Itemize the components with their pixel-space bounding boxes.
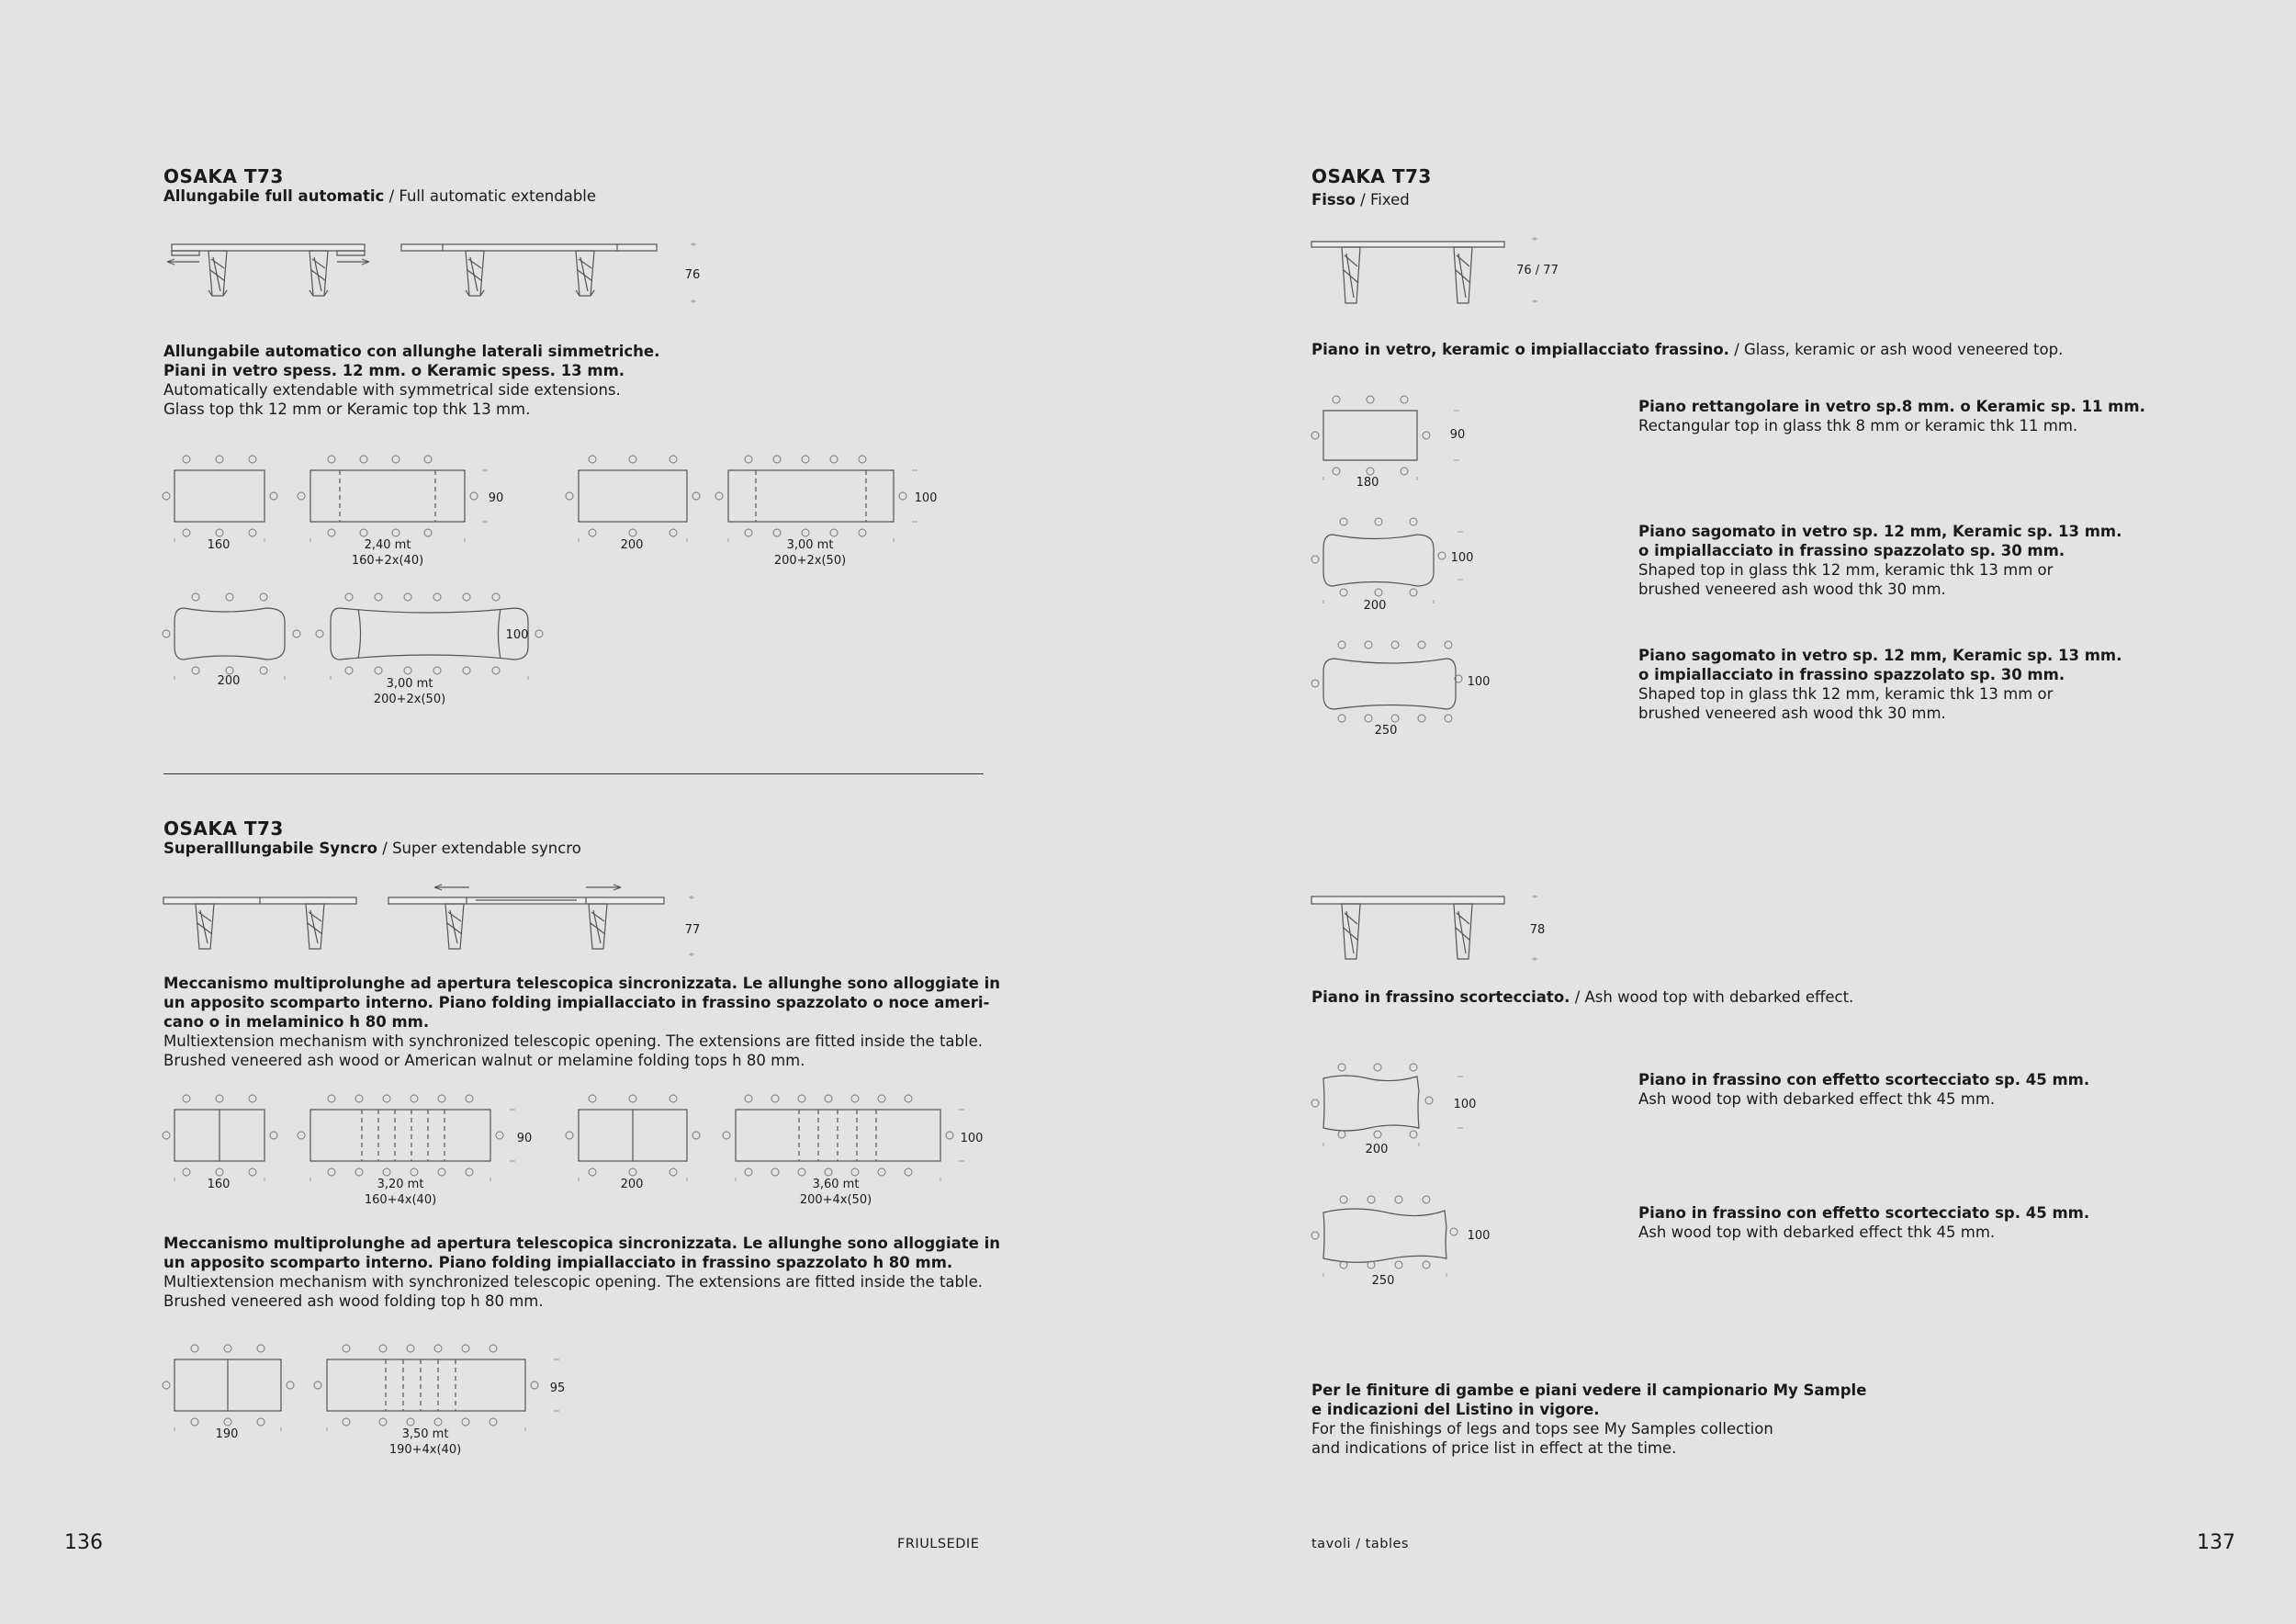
section-subtitle: Allungabile full automatic / Full automatic extendable <box>163 187 597 205</box>
desc-en: Brushed veneered ash wood or American walnut or melamine folding tops h 80 mm. <box>163 1052 805 1069</box>
height-label: 78 <box>1529 923 1546 937</box>
section-subtitle: Superalllungabile Syncro / Super extendable syncro <box>163 840 581 857</box>
desc-it: cano o in melaminico h 80 mm. <box>163 1013 430 1031</box>
item-desc-en: Rectangular top in glass thk 8 mm or keramic thk 11 mm. <box>1638 417 2078 434</box>
dim-label: 160+4x(40) <box>364 1193 437 1207</box>
width-label: 100 <box>1467 1229 1491 1243</box>
item-desc-en: Shaped top in glass thk 12 mm, keramic thk 13 mm or <box>1638 561 2054 579</box>
item-desc-it: Piano in frassino con effetto scortecciato sp. 45 mm. <box>1638 1071 2090 1088</box>
dim-label: 200+2x(50) <box>773 554 847 568</box>
width-label: 100 <box>1450 551 1474 565</box>
section-subtitle: Fisso / Fixed <box>1311 191 1410 209</box>
width-label: 90 <box>488 491 504 505</box>
width-label: 95 <box>549 1382 566 1395</box>
desc-it: un apposito scomparto interno. Piano folding impiallacciato in frassino spazzolato h 80 mm. <box>163 1254 953 1271</box>
section-title: OSAKA T73 <box>163 818 284 840</box>
width-label: 100 <box>1453 1098 1477 1111</box>
dim-label: 250 <box>1371 1274 1395 1288</box>
width-label: 100 <box>1467 675 1491 689</box>
top-description: Piano in frassino scortecciato. / Ash wood top with debarked effect. <box>1311 988 1854 1006</box>
dim-label: 160+2x(40) <box>351 554 424 568</box>
dim-label: 180 <box>1356 476 1379 490</box>
desc-en: Automatically extendable with symmetrical side extensions. <box>163 381 621 399</box>
dim-label: 200+4x(50) <box>799 1193 872 1207</box>
dim-label: 190+4x(40) <box>388 1443 462 1457</box>
finishing-note-it: e indicazioni del Listino in vigore. <box>1311 1401 1600 1418</box>
desc-it: Meccanismo multiprolunghe ad apertura telescopica sincronizzata. Le allunghe sono alloggiate in <box>163 975 1001 992</box>
table-elevation-drawing <box>163 877 715 960</box>
category-footer: tavoli / tables <box>1311 1537 1409 1551</box>
section-title: OSAKA T73 <box>1311 165 1432 187</box>
item-desc-it: Piano sagomato in vetro sp. 12 mm, Keramic sp. 13 mm. <box>1638 523 2122 540</box>
section-divider <box>163 773 984 774</box>
dim-label: 190 <box>215 1427 239 1441</box>
dim-label: 160 <box>207 1178 231 1191</box>
table-elevation-drawing <box>167 241 709 312</box>
width-label: 100 <box>960 1132 984 1145</box>
dim-label: 160 <box>207 538 231 552</box>
desc-it: Piani in vetro spess. 12 mm. o Keramic spess. 13 mm. <box>163 362 625 379</box>
table-plans-row1 <box>161 450 969 551</box>
item-desc-en: Ash wood top with debarked effect thk 45 mm. <box>1638 1224 1996 1241</box>
finishing-note-en: For the finishings of legs and tops see My Samples collection <box>1311 1420 1773 1438</box>
dim-label: 3,00 mt <box>786 538 834 552</box>
dim-label: 3,50 mt <box>401 1427 449 1441</box>
width-label: 100 <box>914 491 938 505</box>
finishing-note-en: and indications of price list in effect at the time. <box>1311 1439 1677 1457</box>
width-label: 90 <box>1449 428 1466 442</box>
height-label: 76 / 77 <box>1516 264 1559 277</box>
dim-label: 3,00 mt <box>386 677 433 691</box>
desc-en: Multiextension mechanism with synchronized telescopic opening. The extensions are fitted inside the table. <box>163 1032 983 1050</box>
dim-label: 3,20 mt <box>377 1178 424 1191</box>
dim-label: 200 <box>1365 1143 1389 1156</box>
dim-label: 200 <box>1363 599 1387 613</box>
height-label: 76 <box>684 268 701 282</box>
dim-label: 2,40 mt <box>364 538 411 552</box>
brand-footer: FRIULSEDIE <box>897 1537 980 1551</box>
debarked-table-plans <box>1309 1058 1474 1288</box>
width-label: 100 <box>505 628 529 642</box>
page-number: 136 <box>64 1531 103 1554</box>
desc-en: Multiextension mechanism with synchronized telescopic opening. The extensions are fitted inside the table. <box>163 1273 983 1291</box>
dim-label: 3,60 mt <box>812 1178 860 1191</box>
desc-it: Allungabile automatico con allunghe laterali simmetriche. <box>163 343 660 360</box>
desc-en: Glass top thk 12 mm or Keramic top thk 13 mm. <box>163 400 531 418</box>
dim-label: 200 <box>620 1178 644 1191</box>
item-desc-it: Piano in frassino con effetto scortecciato sp. 45 mm. <box>1638 1204 2090 1222</box>
item-desc-it: o impiallacciato in frassino spazzolato sp. 30 mm. <box>1638 542 2065 559</box>
item-desc-en: Shaped top in glass thk 12 mm, keramic thk 13 mm or <box>1638 685 2054 703</box>
item-desc-it: Piano rettangolare in vetro sp.8 mm. o Keramic sp. 11 mm. <box>1638 398 2145 415</box>
section-title: OSAKA T73 <box>163 165 284 187</box>
item-desc-en: Ash wood top with debarked effect thk 45 mm. <box>1638 1090 1996 1108</box>
dim-label: 200 <box>217 674 241 688</box>
top-description: Piano in vetro, keramic o impiallacciato frassino. / Glass, keramic or ash wood veneered top. <box>1311 341 2064 358</box>
desc-it: un apposito scomparto interno. Piano folding impiallacciato in frassino spazzolato o noce ameri- <box>163 994 990 1011</box>
height-label: 77 <box>684 923 701 937</box>
dim-label: 200+2x(50) <box>373 693 446 706</box>
width-label: 90 <box>516 1132 533 1145</box>
desc-it: Meccanismo multiprolunghe ad apertura telescopica sincronizzata. Le allunghe sono alloggiate in <box>163 1235 1001 1252</box>
desc-en: Brushed veneered ash wood folding top h 80 mm. <box>163 1292 544 1310</box>
item-desc-en: brushed veneered ash wood thk 30 mm. <box>1638 581 1946 598</box>
finishing-note-it: Per le finiture di gambe e piani vedere il campionario My Sample <box>1311 1382 1867 1399</box>
item-desc-it: Piano sagomato in vetro sp. 12 mm, Keramic sp. 13 mm. <box>1638 647 2122 664</box>
page-number: 137 <box>2197 1531 2235 1554</box>
dim-label: 250 <box>1374 724 1398 738</box>
item-desc-en: brushed veneered ash wood thk 30 mm. <box>1638 705 1946 722</box>
item-desc-it: o impiallacciato in frassino spazzolato sp. 30 mm. <box>1638 666 2065 683</box>
dim-label: 200 <box>620 538 644 552</box>
